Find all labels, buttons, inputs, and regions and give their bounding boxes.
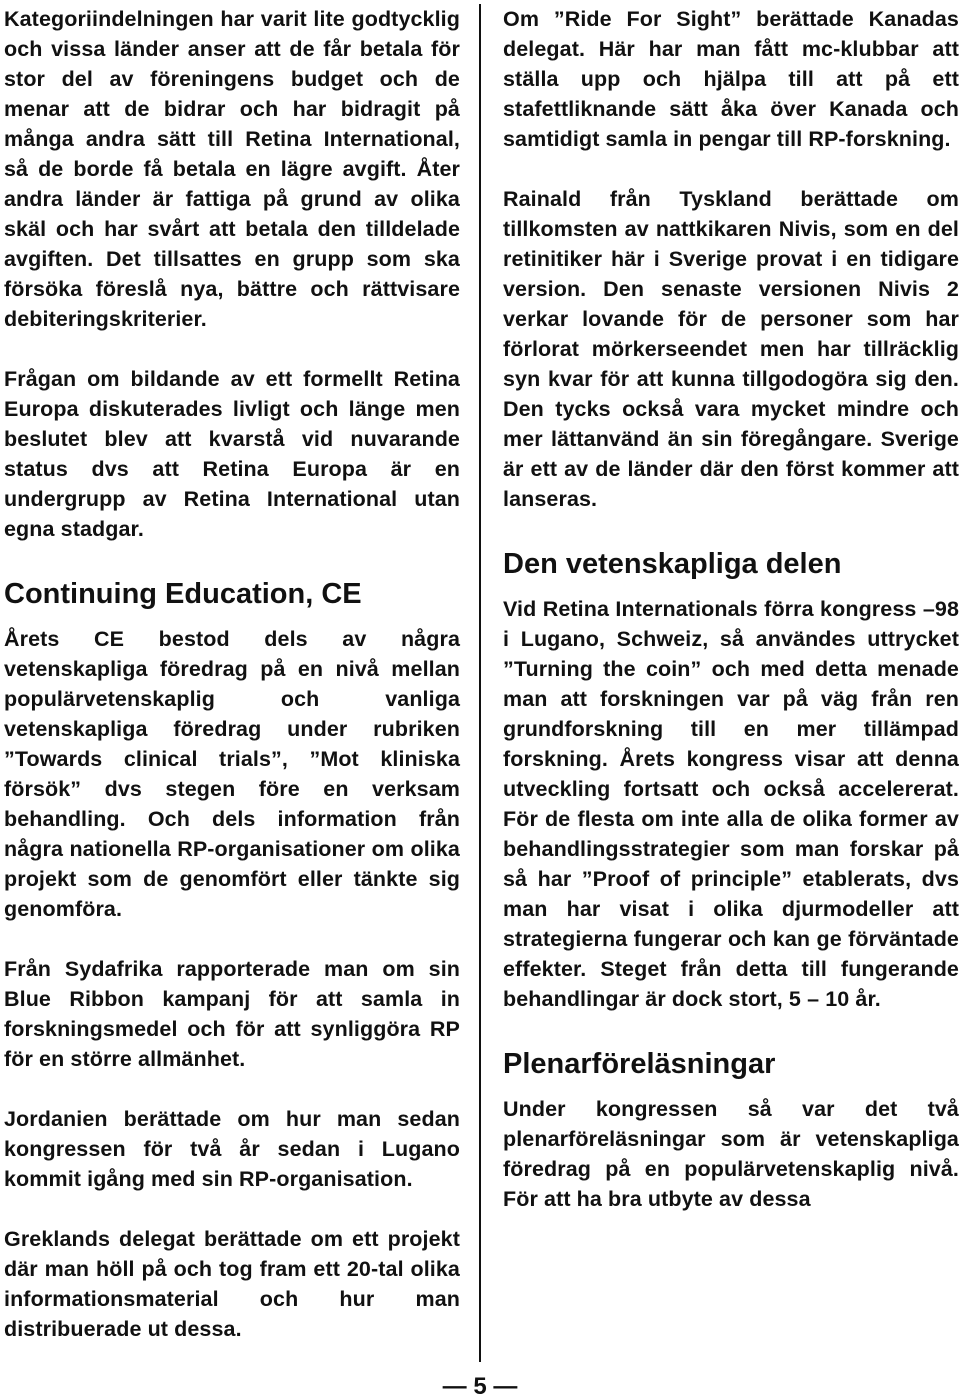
left-column	[4, 4, 460, 1374]
paragraph-plenary: Under kongressen så var det två plenarföreläsningar som är vetenskapliga föredrag på en populärvetenskaplig nivå. För att ha bra utbyte av dessa	[503, 1097, 959, 1211]
paragraph-turning-the-coin: Vid Retina Internationals förra kongress –98 i Lugano, Schweiz, så användes uttrycket ”Turning the coin” och med detta menade man att forskningen var på väg från ren grundforskning till en mer tillämpad forskning. Årets kongress visar att denna utveckling fortsatt och också accelererat. För de flesta om inte alla de olika former av behandlingsstrategier som man forskar på så har ”Proof of principle” etablerats, dvs man har visat i olika djurmodeller att strategierna fungerar och kan ge förväntade effekter. Steget från detta till fungerande behandlingar är dock stort, 5 – 10 år.	[503, 597, 959, 1011]
heading-continuing-education: Continuing Education, CE	[4, 578, 362, 610]
heading-scientific-part: Den vetenskapliga delen	[503, 548, 842, 580]
paragraph-retina-europa: Frågan om bildande av ett formellt Retina Europa diskuterades livligt och länge men beslutet blev att kvarstå vid nuvarande status dvs att Retina Europa är en undergrupp av Retina International utan egna stadgar.	[4, 367, 460, 541]
paragraph-nivis: Rainald från Tyskland berättade om tillkomsten av nattkikaren Nivis, som en del retinitiker här i Sverige provat i en tidigare version. Den senaste versionen Nivis 2 verkar lovande för de personer som har förlorat mörkerseendet men har tillräcklig syn kvar för att kunna tillgodogöra sig den. Den tycks också vara mycket mindre och mer lättanvänd än sin föregångare. Sverige är ett av de länder där den först kommer att lanseras.	[503, 187, 959, 511]
paragraph-south-africa: Från Sydafrika rapporterade man om sin Blue Ribbon kampanj för att samla in forskningsmedel och för att synliggöra RP för en större allmänhet.	[4, 957, 460, 1071]
paragraph-greece: Greklands delegat berättade om ett projekt där man höll på och tog fram ett 20-tal olika informationsmaterial och hur man distribuerade ut dessa.	[4, 1227, 460, 1341]
paragraph-ce-content: Årets CE bestod dels av några vetenskapliga föredrag på en nivå mellan populärvetenskaplig och vanliga vetenskapliga föredrag under rubriken ”Towards clinical trials”, ”Mot kliniska försök” dvs stegen före en verksam behandling. Och dels information från några nationella RP-organisationer om olika projekt som de genomfört eller tänkte sig genomföra.	[4, 627, 460, 921]
right-column	[503, 4, 959, 1244]
page-number: — 5 —	[442, 1373, 518, 1400]
column-divider	[479, 4, 481, 1362]
paragraph-ride-for-sight: Om ”Ride For Sight” berättade Kanadas delegat. Här har man fått mc-klubbar att ställa upp och hjälpa till att på ett stafettliknande sätt åka över Kanada och samtidigt samla in pengar till RP-forskning.	[503, 7, 959, 151]
paragraph-membership-fees: Kategoriindelningen har varit lite godtycklig och vissa länder anser att de får betala för stor del av föreningens budget och de menar att de bidrar och har bidragit på många andra sätt till Retina International, så de borde få betala en lägre avgift. Åter andra länder är fattiga på grund av olika skäl och har svårt att betala den tilldelade avgiften. Det tillsattes en grupp som ska försöka föreslå nya, bättre och rättvisare debiteringskriterier.	[4, 7, 460, 331]
paragraph-jordan: Jordanien berättade om hur man sedan kongressen för två år sedan i Lugano kommit igång med sin RP-organisation.	[4, 1107, 460, 1191]
heading-plenary-lectures: Plenarföreläsningar	[503, 1048, 776, 1080]
